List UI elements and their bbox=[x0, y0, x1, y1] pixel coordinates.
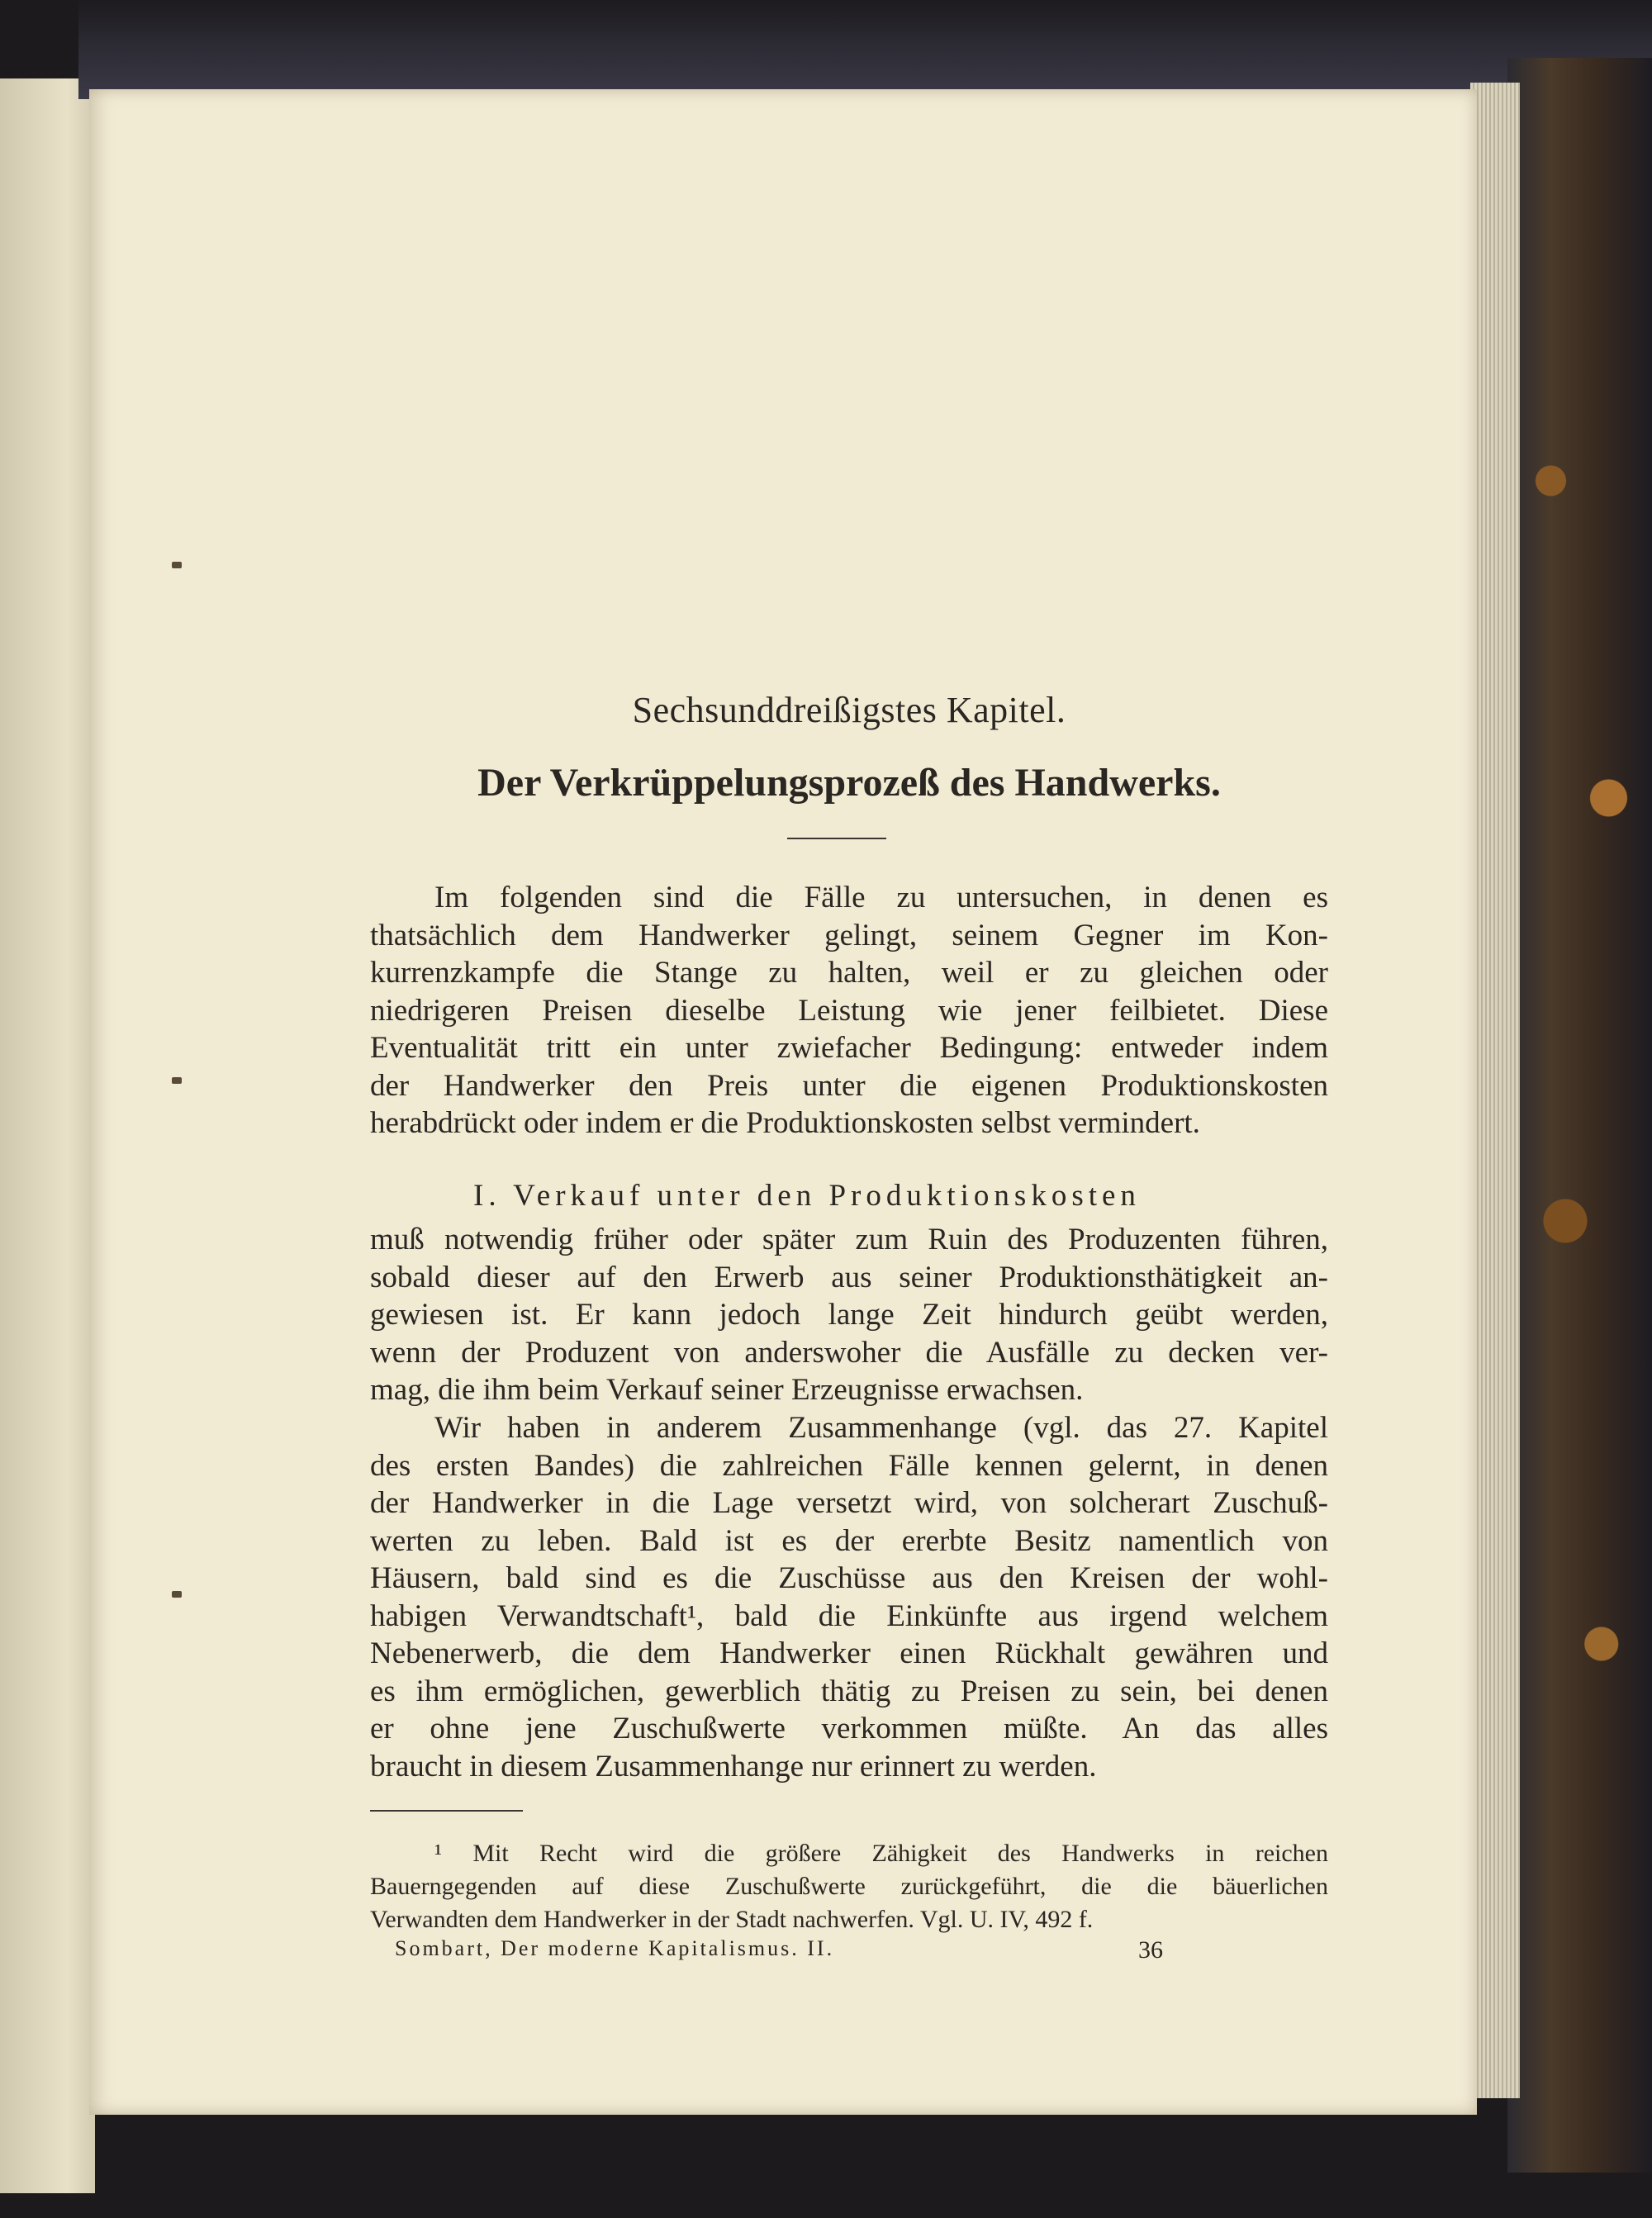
book-cover-right bbox=[1507, 58, 1652, 2173]
text-line: Nebenerwerb, die dem Handwerker einen Rückhalt gewähren und bbox=[370, 1636, 1328, 1670]
text-line: kurrenzkampfe die Stange zu halten, weil er zu gleichen oder bbox=[370, 956, 1328, 990]
text-line: thatsächlich dem Handwerker gelingt, seinem Gegner im Kon- bbox=[370, 918, 1328, 952]
chapter-title: Der Verkrüppelungsprozeß des Handwerks. bbox=[477, 761, 1221, 805]
section-paragraph-2 bbox=[370, 1409, 1328, 1785]
footnote-line: Verwandten dem Handwerker in der Stadt nachwerfen. Vgl. U. IV, 492 f. bbox=[370, 1906, 1094, 1933]
text-line: er ohne jene Zuschußwerte verkommen müßte. An das alles bbox=[370, 1712, 1328, 1745]
text-line: gewiesen ist. Er kann jedoch lange Zeit hindurch geübt werden, bbox=[370, 1298, 1328, 1332]
text-line: Im folgenden sind die Fälle zu untersuchen, in denen es bbox=[434, 881, 1328, 914]
page-edges bbox=[1470, 83, 1520, 2098]
text-line: des ersten Bandes) die zahlreichen Fälle kennen gelernt, in denen bbox=[370, 1448, 1328, 1483]
text-line: braucht in diesem Zusammenhange nur erinnert zu werden. bbox=[370, 1749, 1097, 1783]
book-cover-top bbox=[78, 0, 1652, 99]
text-line: muß notwendig früher oder später zum Ruin des Produzenten führen, bbox=[370, 1223, 1328, 1256]
text-line: werten zu leben. Bald ist es der ererbte Besitz namentlich von bbox=[370, 1523, 1328, 1558]
text-line: der Handwerker in die Lage versetzt wird, von solcherart Zuschuß- bbox=[370, 1486, 1328, 1520]
section-paragraph-1 bbox=[370, 1221, 1328, 1409]
text-line: Häusern, bald sind es die Zuschüsse aus den Kreisen der wohl- bbox=[370, 1561, 1328, 1595]
binding-mark bbox=[172, 1591, 182, 1598]
text-line: sobald dieser auf den Erwerb aus seiner Produktionsthätigkeit an- bbox=[370, 1260, 1328, 1294]
text-line: habigen Verwandtschaft¹, bald die Einkünfte aus irgend welchem bbox=[370, 1598, 1328, 1633]
left-page-edge bbox=[0, 78, 95, 2193]
printer-signature bbox=[395, 1936, 1221, 1964]
footnote-line: Bauerngegenden auf diese Zuschußwerte zurückgeführt, die die bäuerlichen bbox=[370, 1873, 1328, 1900]
binding-mark bbox=[172, 562, 182, 568]
text-line: mag, die ihm beim Verkauf seiner Erzeugnisse erwachsen. bbox=[370, 1373, 1084, 1407]
text-line: der Handwerker den Preis unter die eigenen Produktionskosten bbox=[370, 1068, 1328, 1103]
intro-paragraph bbox=[370, 879, 1328, 1142]
section-heading: I. Verkauf unter den Produktionskosten bbox=[473, 1179, 1141, 1213]
binding-mark bbox=[172, 1077, 182, 1084]
text-line: wenn der Produzent von anderswoher die Ausfälle zu decken ver- bbox=[370, 1335, 1328, 1370]
chapter-number: Sechsunddreißigstes Kapitel. bbox=[632, 690, 1066, 730]
footnote-rule bbox=[370, 1810, 523, 1812]
footnote-line: ¹ Mit Recht wird die größere Zähigkeit des Handwerks in reichen bbox=[434, 1840, 1328, 1867]
signature-title: Sombart, Der moderne Kapitalismus. II. bbox=[395, 1936, 835, 1960]
text-line: niedrigeren Preisen dieselbe Leistung wie jener feilbietet. Diese bbox=[370, 993, 1328, 1028]
text-line: herabdrückt oder indem er die Produktionskosten selbst vermindert. bbox=[370, 1106, 1200, 1140]
text-line: es ihm ermöglichen, gewerblich thätig zu Preisen zu sein, bei denen bbox=[370, 1674, 1328, 1708]
text-line: Wir haben in anderem Zusammenhange (vgl. das 27. Kapitel bbox=[434, 1411, 1328, 1445]
title-rule bbox=[787, 838, 886, 839]
text-line: Eventualität tritt ein unter zwiefacher Bedingung: entweder indem bbox=[370, 1031, 1328, 1065]
footnote bbox=[370, 1837, 1328, 1936]
sheet-number: 36 bbox=[1138, 1936, 1163, 1964]
book-page bbox=[89, 89, 1477, 2115]
